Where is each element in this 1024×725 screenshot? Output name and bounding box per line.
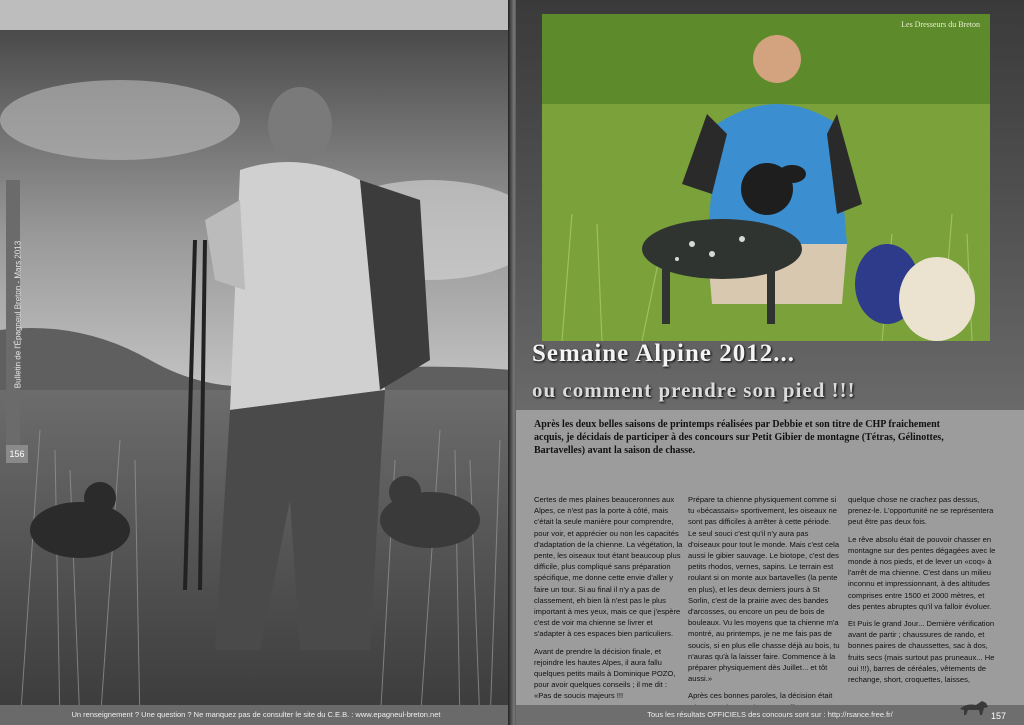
paragraph: Avant de prendre la décision finale, et rejoindre les hautes Alpes, il aura fallu quelques petits mails à Dominique POZO, pour avoir quelques conseils ; il me dit : «Pas de soucis majeurs !!! [534,646,676,701]
paragraph: Et Puis le grand Jour... Dernière vérification avant de partir ; chaussures de rando, et bonnes paires de chaussettes, sac à dos, fruits secs (mais surtout pas pruneaux... He oui !!!), barres de céréales, vêtements de rechange, short, croquettes, laisses, [848,619,995,685]
spine-label: Bulletin de l'Épagneul Breton - Mars 2013 [13,240,23,389]
article-lead: Après les deux belles saisons de printemps réalisées par Debbie et son titre de CHP fraichement acquis, je décidais de participer à des concours sur Petit Gibier de montagne (Tétras, Gélinottes, Bartavelles) avant la saison de chasse. [534,419,944,457]
spine-band [6,180,23,460]
paragraph: Après ces bonnes paroles, la décision était [688,691,833,701]
article-title: Semaine Alpine 2012... [532,340,795,367]
photo-tag: Les Dresseurs du Breton [901,20,980,29]
paragraph: Certes de mes plaines beauceronnes aux Alpes, ce n'est pas la porte à côté, mais c'était la seule manière pour comprendre, pour voir, et apprécier ou non les capacités d'adaptation de la chienne. La végétation, la pente, les oiseaux tout étant beaucoup plus difficile, plus compliqué sans préparation spécifique, me donne cette envie d'aller y faire un tour. Si au final il n'y a pas de classement, eh bien là n'est pas le plus important à mes yeux, mais ce que j'espère c'est de voir ma chienne se livrer et s'adapter à ces espaces bien particuliers. [534,495,683,639]
dog-and-owner-photo [542,14,990,341]
hunter-photo [0,30,512,725]
article-subtitle: ou comment prendre son pied !!! [532,378,856,402]
right-page [516,0,1024,725]
article-column-1 [534,494,684,708]
page-number-right: 157 [990,711,1006,721]
article-column-2 [688,494,840,719]
dog-silhouette-icon [958,695,992,717]
footer-right: Tous les résultats OFFICIELS des concours sont sur : http://rsance.free.fr/ [516,705,1024,725]
article-column-3 [848,494,998,691]
left-page [0,30,512,725]
left-page-top-margin [0,0,512,30]
page-number-left: 156 [6,445,28,463]
paragraph: Le rêve absolu était de pouvoir chasser en montagne sur des pentes dégagées avec le monde à nos pieds, et de lever un «coq» à l'arrêt de ma chienne. C'est dans un milieu inconnu et impressionnant, à des altitudes comprises entre 1500 et 2000 mètres, et des pentes abruptes qu'il va falloir évoluer. [848,534,996,611]
paragraph: quelque chose ne crachez pas dessus, prenez-le. L'opportunité ne se représentera peut être pas deux fois. [848,495,994,527]
photo-illustration [542,14,990,341]
footer-left: Un renseignement ? Une question ? Ne manquez pas de consulter le site du C.E.B. : www.epagneul-breton.net [0,705,512,725]
paragraph: Prépare ta chienne physiquement comme si tu «bécassais» sportivement, les oiseaux ne sont pas difficiles à arrêter à cette période. Le seul souci c'est qu'il n'y aura pas d'oiseaux pour tout le monde. Mais c'est cela aussi le gibier sauvage. Le biotope, c'est des petits rhodos, vernes, sapins. Le terrain est roulant si on monte aux bartavelles (la pente en plus), et les deux derniers jours à St Sorlin, c'est de la prairie avec des bandes d'arcosses, ou encore un peu de bois de bouleaux. Vu les moyens que ta chienne m'a montré, au printemps, je ne me fais pas de soucis, si en plus elle chasse déjà au bois, tu n'auras qu'à la laisser faire. Commence à la préparer physiquement dès Juillet... et tôt aussi.» [688,495,840,684]
